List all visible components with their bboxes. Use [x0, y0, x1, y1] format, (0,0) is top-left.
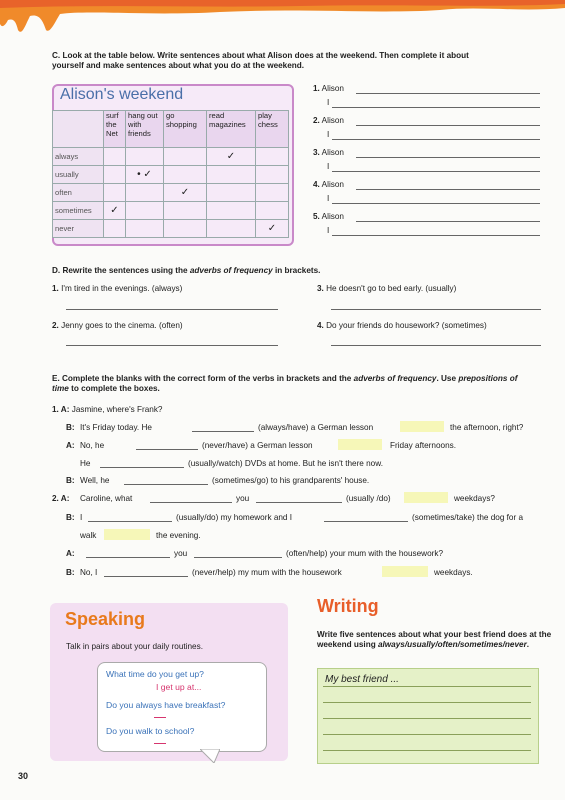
blank-line[interactable] — [104, 576, 188, 577]
preposition-box[interactable] — [382, 566, 428, 577]
answer-line[interactable] — [356, 125, 540, 126]
speaking-question: Do you walk to school? — [106, 726, 195, 736]
answer-name: Alison — [321, 212, 344, 221]
answer-number: 4. — [313, 180, 320, 189]
answer-me: I — [327, 194, 330, 203]
blank-line[interactable] — [124, 484, 208, 485]
table-cell[interactable]: • ✓ — [126, 166, 164, 184]
answer-name: Alison — [321, 180, 344, 189]
answer-line[interactable] — [331, 345, 541, 346]
table-cell[interactable] — [104, 184, 126, 202]
blank-line[interactable] — [256, 502, 342, 503]
table-cell[interactable] — [256, 166, 289, 184]
blank-line[interactable] — [100, 467, 184, 468]
table-cell[interactable] — [104, 220, 126, 238]
table-cell[interactable] — [126, 220, 164, 238]
answer-me: I — [327, 130, 330, 139]
table-cell[interactable]: ✓ — [104, 202, 126, 220]
answer-line[interactable] — [356, 157, 540, 158]
answer-line[interactable] — [66, 309, 278, 310]
section-c-instruction: C. Look at the table below. Write sentences about what Alison does at the weekend. Then complete it about yourself and make sentences about what you do at the weekend. — [52, 51, 469, 70]
writing-line[interactable] — [323, 750, 531, 751]
table-cell[interactable]: ✓ — [256, 220, 289, 238]
writing-line[interactable] — [323, 734, 531, 735]
table-cell[interactable] — [104, 148, 126, 166]
answer-line[interactable] — [331, 309, 541, 310]
answer-name: Alison — [321, 116, 344, 125]
blank-line[interactable] — [324, 521, 408, 522]
table-cell[interactable] — [164, 220, 207, 238]
answer-line[interactable] — [356, 93, 540, 94]
answer-line[interactable] — [332, 107, 540, 108]
writing-title: Writing — [317, 596, 379, 616]
item-text: I'm tired in the evenings. (always) — [61, 284, 183, 293]
table-cell[interactable] — [207, 202, 256, 220]
blank-line[interactable] — [88, 521, 172, 522]
col-header: surf the Net — [104, 111, 126, 148]
answer-line[interactable] — [356, 189, 540, 190]
preposition-box[interactable] — [404, 492, 448, 503]
table-cell[interactable]: ✓ — [207, 148, 256, 166]
answer-name: Alison — [321, 84, 344, 93]
blank-line[interactable] — [136, 449, 198, 450]
row-label: never — [53, 220, 104, 238]
col-header: hang out with friends — [126, 111, 164, 148]
page-number: 30 — [18, 771, 29, 781]
answer-me: I — [327, 226, 330, 235]
blank-line[interactable] — [192, 431, 254, 432]
answer-line[interactable] — [66, 345, 278, 346]
writing-line[interactable] — [323, 718, 531, 719]
alison-table-title: Alison's weekend — [60, 86, 184, 103]
answer-line[interactable] — [332, 235, 540, 236]
answer-line[interactable] — [356, 221, 540, 222]
table-cell[interactable] — [164, 148, 207, 166]
table-cell[interactable] — [207, 184, 256, 202]
table-cell[interactable] — [104, 166, 126, 184]
writing-instruction: Write five sentences about what your best friend does at the weekend using always/usually/often/sometimes/never. — [317, 630, 552, 649]
table-cell[interactable] — [207, 166, 256, 184]
bubble-tail-icon — [200, 749, 220, 763]
table-cell[interactable] — [126, 148, 164, 166]
writing-line[interactable] — [323, 702, 531, 703]
item-number: 3. — [317, 284, 324, 293]
item-number: 2. — [52, 321, 59, 330]
table-cell[interactable] — [256, 184, 289, 202]
answer-number: 5. — [313, 212, 320, 221]
section-d-instruction: D. Rewrite the sentences using the adverbs of frequency in brackets. — [52, 266, 321, 275]
item-number: 1. — [52, 284, 59, 293]
answer-me: I — [327, 98, 330, 107]
answer-me: I — [327, 162, 330, 171]
worksheet-page: C. Look at the table below. Write sentences about what Alison does at the weekend. Then complete it about yourself and make sentences about what you do at the weekend. Alison's weekend surf the Net hang out with friends go shopping read magazines play chess always ✓ usually • ✓ often ✓ sometimes ✓ never ✓ 1. Alison I 2. Alison I 3. Alison I 4. Alison I 5. Alison I D. Rewrite the sentences using the adverbs of frequency in brackets. 1. I'm tired in the evenings. (always) 3. He doesn't go to bed early. (usually) 2. Jenny goes to the cinema. (often) 4. Do your friends do housework? (sometimes) E. Complete the blanks with the correct form of the verbs in brackets and the adverbs of frequency. Use prepositions of time to complete the boxes. 1. A: Jasmine, where's Frank? B: It's Friday today. He (always/have) a German lesson the afternoon, right? A: No, he (never/have) a German lesson Friday afternoons. He (usually/watch) DVDs at home. But he isn't there now. B: Well, he (sometimes/go) to his grandparents' house. 2. A: Caroline, what you (usually /do) weekdays? B: I (usually/do) my homework and I (sometimes/take) the dog for a walk the evening. A: you (often/help) your mum with the housework? B: No, I (never/help) my mum with the housework weekdays. Speaking Talk in pairs about your daily routines. What time do you get up? I get up at... Do you always have breakfast? Do you walk to school? Writing Write five sentences about what your best friend does at the weekend using always/usually/often/sometimes/never. My best friend ... 30 — [0, 0, 565, 800]
table-cell[interactable] — [164, 202, 207, 220]
alison-frequency-table — [52, 110, 289, 238]
preposition-box[interactable] — [338, 439, 382, 450]
row-label: usually — [53, 166, 104, 184]
blank-line[interactable] — [86, 557, 170, 558]
blank-line[interactable] — [150, 502, 232, 503]
answer-number: 2. — [313, 116, 320, 125]
table-cell[interactable] — [256, 148, 289, 166]
col-header: go shopping — [164, 111, 207, 148]
speaking-title: Speaking — [65, 609, 146, 629]
speaking-question: What time do you get up? — [106, 669, 204, 679]
table-cell[interactable]: ✓ — [164, 184, 207, 202]
item-text: He doesn't go to bed early. (usually) — [326, 284, 457, 293]
answer-name: Alison — [321, 148, 344, 157]
table-cell[interactable] — [256, 202, 289, 220]
item-number: 4. — [317, 321, 324, 330]
answer-line[interactable] — [332, 171, 540, 172]
preposition-box[interactable] — [400, 421, 444, 432]
row-label: sometimes — [53, 202, 104, 220]
orange-splash-decoration — [0, 0, 565, 38]
speaking-answer: I get up at... — [156, 682, 202, 692]
preposition-box[interactable] — [104, 529, 150, 540]
col-header: read magazines — [207, 111, 256, 148]
table-cell[interactable] — [164, 166, 207, 184]
answer-number: 1. — [313, 84, 320, 93]
row-label: often — [53, 184, 104, 202]
answer-line[interactable] — [332, 203, 540, 204]
table-cell[interactable] — [126, 202, 164, 220]
speaking-question: Do you always have breakfast? — [106, 700, 226, 710]
table-cell[interactable] — [126, 184, 164, 202]
section-e-instruction: E. Complete the blanks with the correct form of the verbs in brackets and the adverbs of frequency. Use prepositions of time to complete the boxes. — [52, 374, 518, 393]
col-header: play chess — [256, 111, 289, 148]
speaking-instruction: Talk in pairs about your daily routines. — [66, 642, 203, 651]
writing-starter: My best friend ... — [325, 674, 399, 685]
answer-number: 3. — [313, 148, 320, 157]
table-cell[interactable] — [207, 220, 256, 238]
writing-line[interactable] — [323, 686, 531, 687]
item-text: Jenny goes to the cinema. (often) — [61, 321, 183, 330]
row-label: always — [53, 148, 104, 166]
answer-line[interactable] — [332, 139, 540, 140]
item-text: Do your friends do housework? (sometimes) — [326, 321, 487, 330]
blank-line[interactable] — [194, 557, 282, 558]
